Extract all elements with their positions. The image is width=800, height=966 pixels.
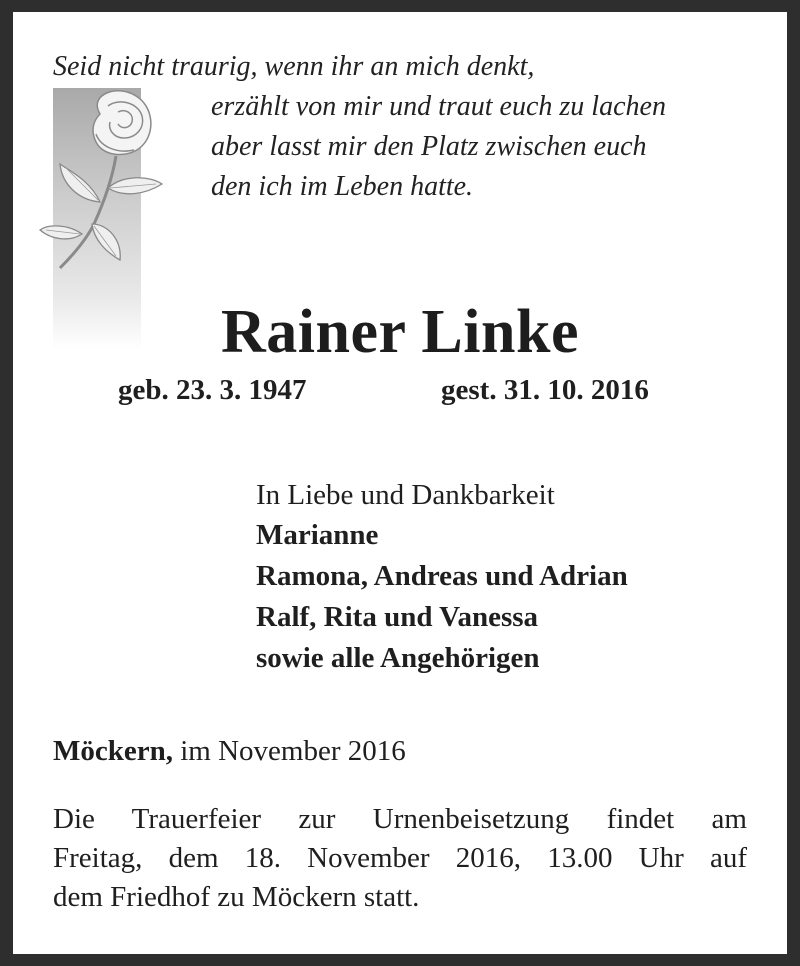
death-date: gest. 31. 10. 2016: [441, 374, 649, 406]
family-name-4: sowie alle Angehörigen: [256, 642, 540, 674]
service-line-3: dem Friedhof zu Möckern statt.: [53, 881, 420, 913]
place-date: [53, 732, 406, 770]
place-town: Möckern,: [53, 735, 173, 767]
place-month: im November 2016: [180, 735, 406, 767]
birth-date: geb. 23. 3. 1947: [118, 374, 307, 406]
family-name-1: Marianne: [256, 519, 379, 551]
poem-line-1: Seid nicht traurig, wenn ihr an mich denkt,: [53, 51, 535, 82]
service-line-2: Freitag, dem 18. November 2016, 13.00 Uhr auf: [53, 842, 747, 874]
service-line-1: Die Trauerfeier zur Urnenbeisetzung findet am: [53, 803, 747, 835]
family-intro: In Liebe und Dankbarkeit: [256, 479, 555, 511]
poem-line-2: erzählt von mir und traut euch zu lachen: [211, 91, 666, 122]
poem-line-3: aber lasst mir den Platz zwischen euch: [211, 131, 647, 162]
poem-line-4: den ich im Leben hatte.: [211, 171, 474, 202]
deceased-name: Rainer Linke: [221, 298, 579, 366]
family-name-3: Ralf, Rita und Vanessa: [256, 601, 539, 633]
family-name-2: Ramona, Andreas und Adrian: [256, 560, 628, 592]
rose-icon: [38, 84, 168, 274]
